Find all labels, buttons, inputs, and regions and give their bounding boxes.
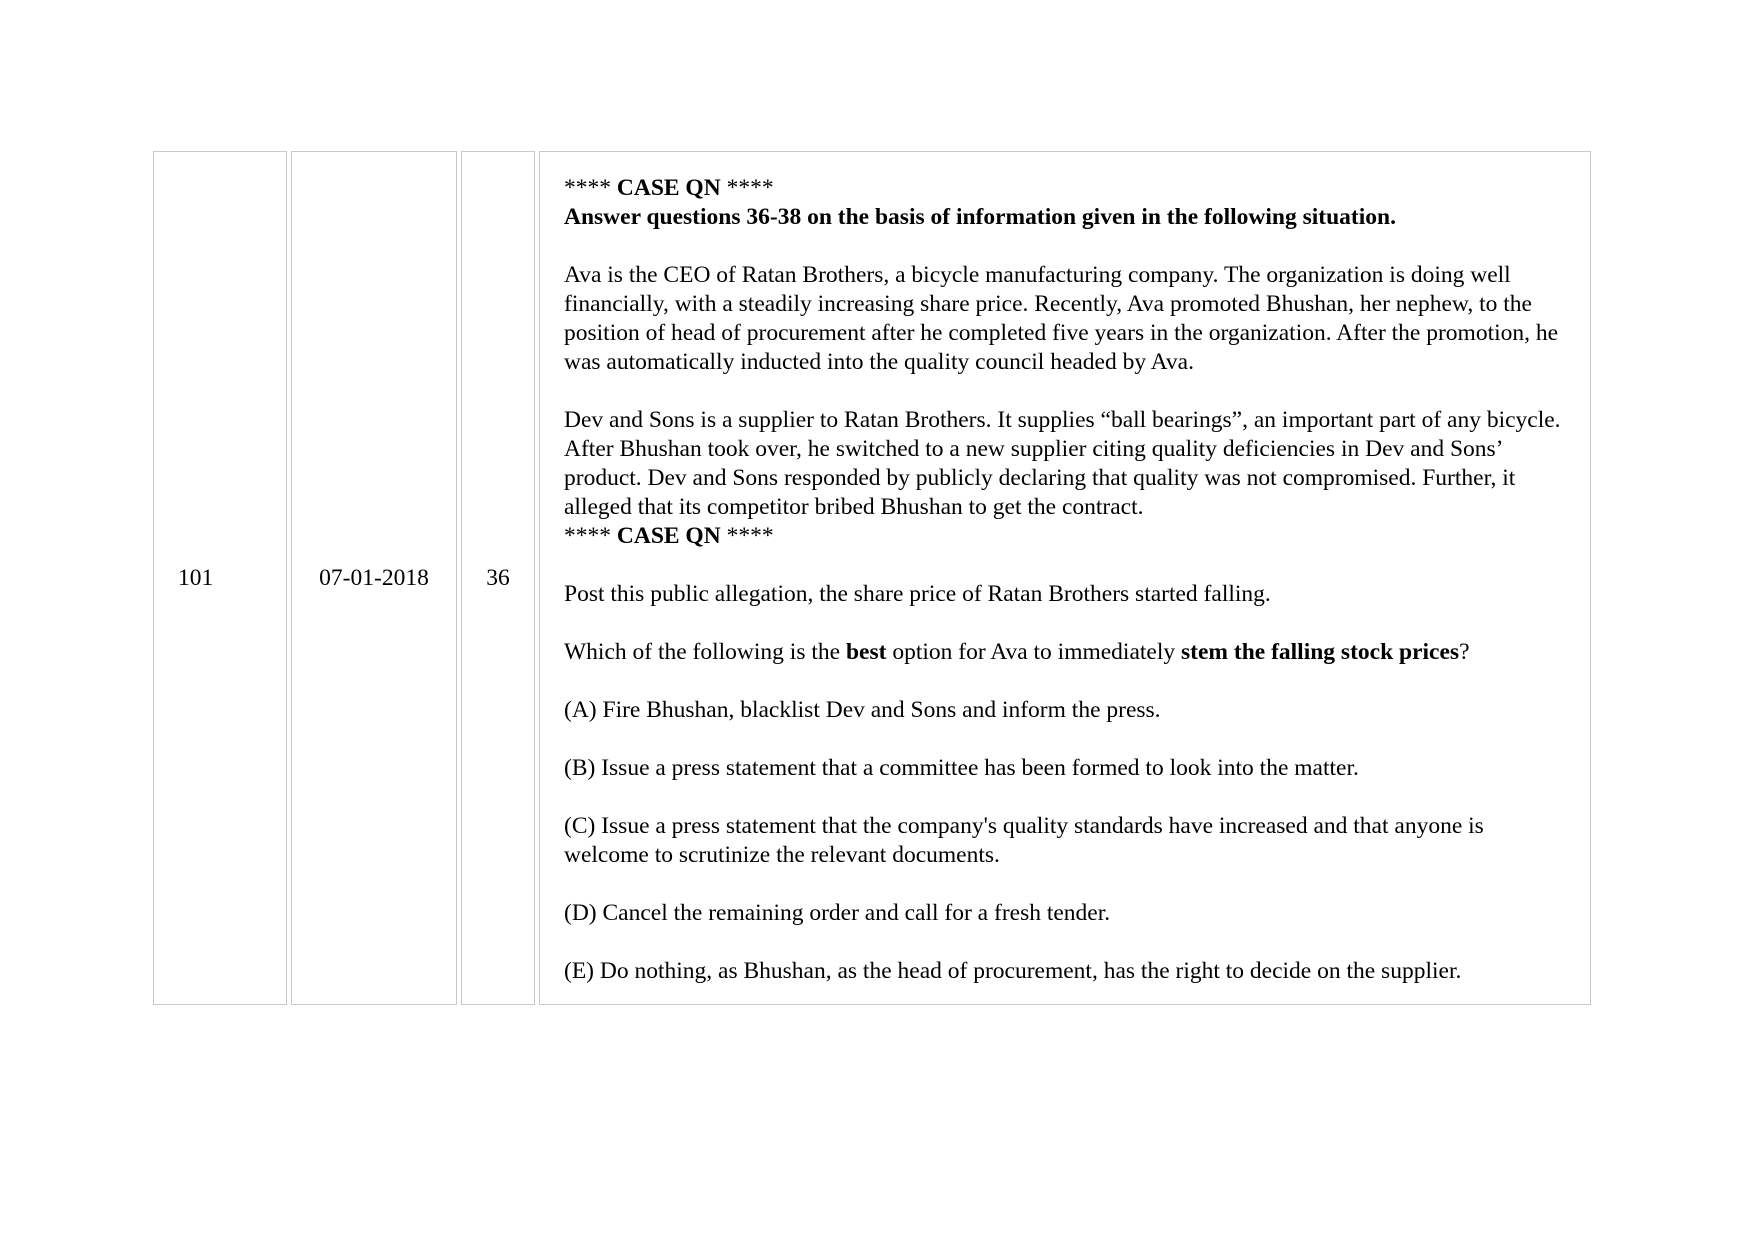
case-paragraph-2: Dev and Sons is a supplier to Ratan Brothers. It supplies “ball bearings”, an important part of any bicycle. After Bhushan took over, he switched to a new supplier citing quality deficiencies in Dev and Sons’ product. Dev and Sons responded by publicly declaring that quality was not compromised. Further, it alleged that its competitor bribed Bhushan to get the contract. (564, 407, 1561, 520)
case-marker-stars: **** (564, 175, 611, 201)
question-stem-text: Which of the following is the (564, 639, 846, 665)
case-marker-label: CASE QN (616, 523, 721, 549)
row-id: 101 (178, 564, 214, 591)
case-marker-label: CASE QN (616, 175, 721, 201)
row-id-cell (153, 151, 287, 1005)
question-stem (564, 638, 1566, 667)
case-marker-start (564, 174, 1566, 203)
question-number: 36 (486, 564, 510, 591)
option-b: (B) Issue a press statement that a committee has been formed to look into the matter. (564, 755, 1359, 781)
question-stem-emphasis: best (845, 639, 887, 665)
question-stem-text: ? (1459, 639, 1470, 665)
row-date: 07-01-2018 (319, 564, 429, 591)
case-instruction-text: Answer questions 36-38 on the basis of information given in the following situation. (564, 204, 1396, 230)
question-stem-emphasis: stem the falling stock prices (1181, 639, 1460, 665)
option-e: (E) Do nothing, as Bhushan, as the head of procurement, has the right to decide on the supplier. (564, 958, 1462, 984)
case-marker-stars: **** (726, 523, 774, 549)
question-number-cell (461, 151, 535, 1005)
case-marker-end (564, 522, 1566, 551)
option-d: (D) Cancel the remaining order and call for a fresh tender. (564, 900, 1111, 926)
question-table (149, 151, 1595, 1005)
question-stem-text: option for Ava to immediately (886, 639, 1182, 665)
option-a: (A) Fire Bhushan, blacklist Dev and Sons and inform the press. (564, 697, 1161, 723)
case-marker-stars: **** (564, 523, 611, 549)
question-context: Post this public allegation, the share price of Ratan Brothers started falling. (564, 581, 1271, 607)
case-paragraph-1: Ava is the CEO of Ratan Brothers, a bicycle manufacturing company. The organization is doing well financially, with a steadily increasing share price. Recently, Ava promoted Bhushan, her nephew, to the position of head of procurement after he completed five years in the organization. After the promotion, he was automatically inducted into the quality council headed by Ava. (564, 262, 1559, 375)
question-body-cell (539, 151, 1591, 1005)
option-c: (C) Issue a press statement that the company's quality standards have increased and that anyone is welcome to scrutinize the relevant documents. (564, 813, 1484, 868)
row-date-cell (291, 151, 457, 1005)
table-row (153, 151, 1591, 1005)
case-instruction (564, 203, 1566, 232)
case-marker-stars: **** (726, 175, 774, 201)
